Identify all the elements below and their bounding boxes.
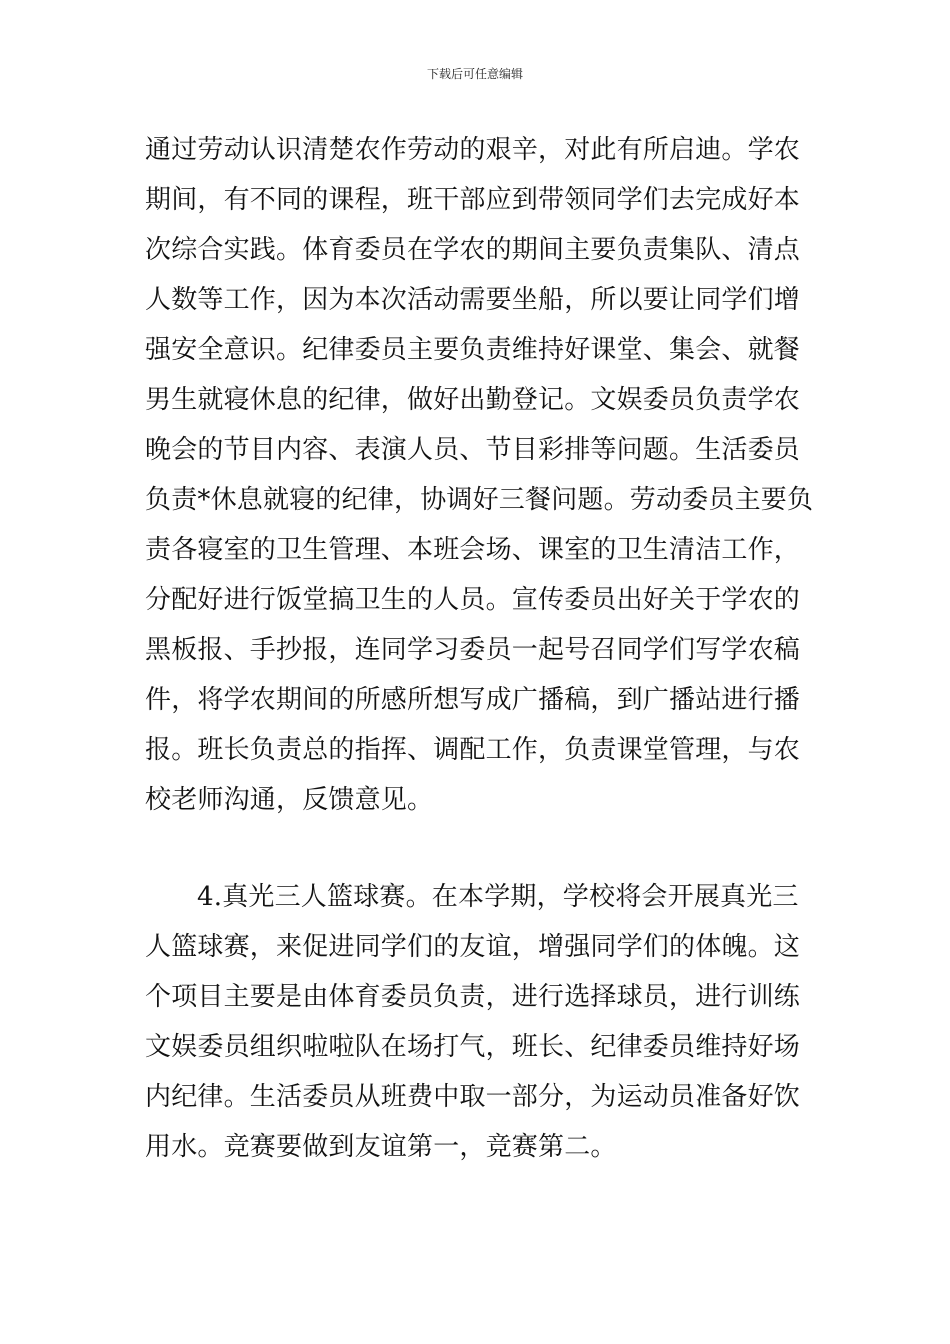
paragraph-2 xyxy=(145,872,815,1172)
text-line: 校老师沟通，反馈意见。 xyxy=(145,785,434,815)
paragraph-1 xyxy=(145,125,815,825)
text-line: 通过劳动认识清楚农作劳动的艰辛，对此有所启迪。学农 xyxy=(145,135,801,165)
text-line: 个项目主要是由体育委员负责，进行选择球员，进行训练 xyxy=(145,982,801,1012)
page-header: 下载后可任意编辑 xyxy=(426,67,523,81)
text-line: 人篮球赛，来促进同学们的友谊，增强同学们的体魄。这 xyxy=(145,932,801,962)
text-line: 用水。竞赛要做到友谊第一，竞赛第二。 xyxy=(145,1132,617,1162)
text-line: 负责*休息就寝的纪律，协调好三餐问题。劳动委员主要负 xyxy=(145,485,814,515)
text-line: 强安全意识。纪律委员主要负责维持好课堂、集会、就餐 xyxy=(145,335,801,365)
text-line: 报。班长负责总的指挥、调配工作，负责课堂管理，与农 xyxy=(145,735,801,765)
text-line: 4.真光三人篮球赛。在本学期，学校将会开展真光三 xyxy=(197,882,799,912)
text-line: 次综合实践。体育委员在学农的期间主要负责集队、清点 xyxy=(145,235,801,265)
text-line: 文娱委员组织啦啦队在场打气，班长、纪律委员维持好场 xyxy=(145,1032,801,1062)
text-line: 黑板报、手抄报，连同学习委员一起号召同学们写学农稿 xyxy=(145,635,801,665)
text-line: 期间，有不同的课程，班干部应到带领同学们去完成好本 xyxy=(145,185,801,215)
text-line: 内纪律。生活委员从班费中取一部分，为运动员准备好饮 xyxy=(145,1082,801,1112)
text-line: 男生就寝休息的纪律，做好出勤登记。文娱委员负责学农 xyxy=(145,385,801,415)
text-line: 人数等工作，因为本次活动需要坐船，所以要让同学们增 xyxy=(145,285,801,315)
text-line: 晚会的节目内容、表演人员、节目彩排等问题。生活委员 xyxy=(145,435,801,465)
text-line: 责各寝室的卫生管理、本班会场、课室的卫生清洁工作， xyxy=(145,535,801,565)
text-line: 件，将学农期间的所感所想写成广播稿，到广播站进行播 xyxy=(145,685,801,715)
text-line: 分配好进行饭堂搞卫生的人员。宣传委员出好关于学农的 xyxy=(145,585,801,615)
